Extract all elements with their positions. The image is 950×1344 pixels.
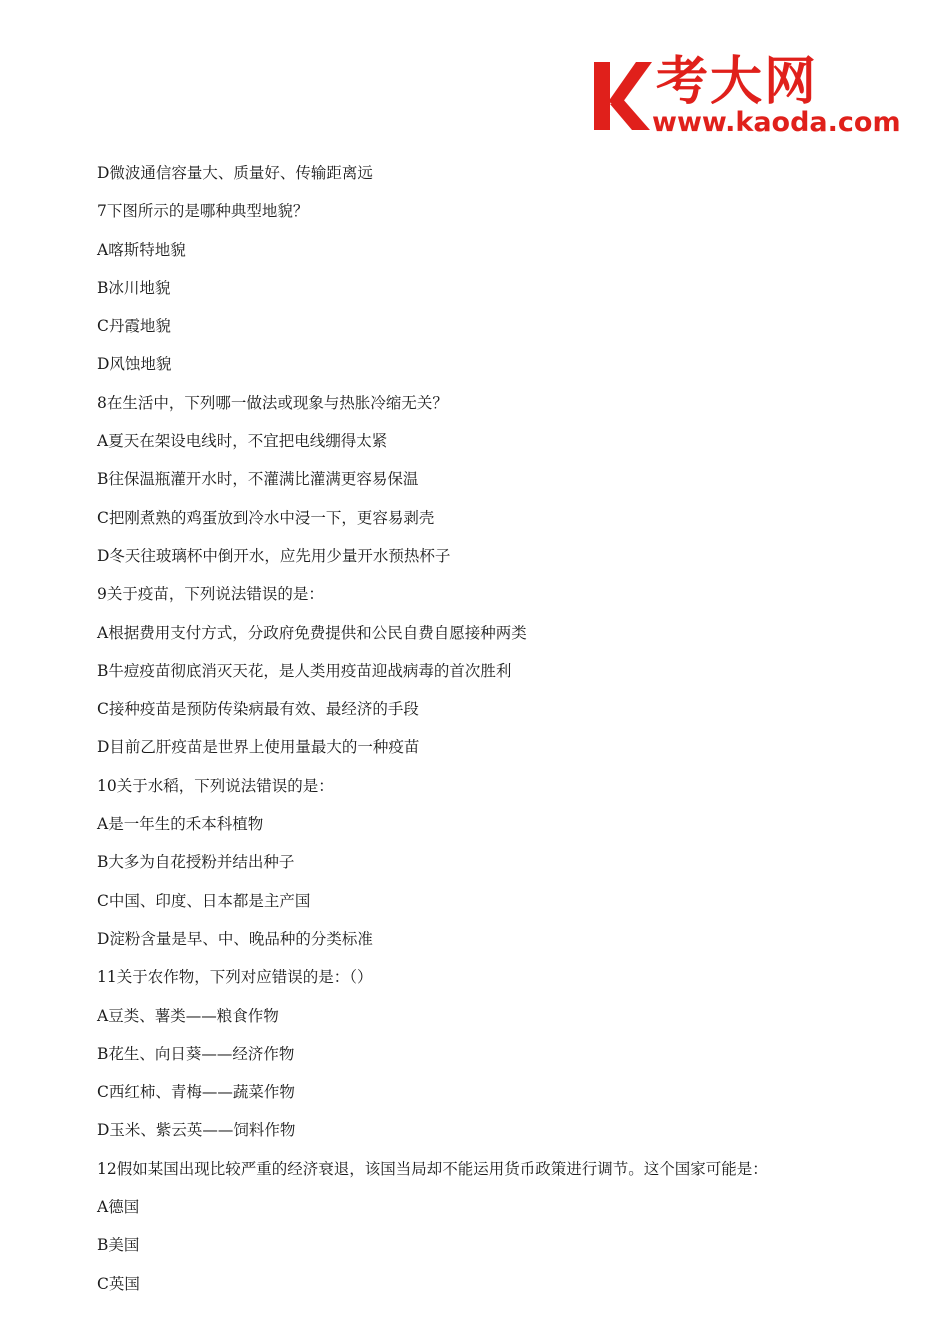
option-line: A是一年生的禾本科植物 [97, 815, 264, 834]
option-line: B冰川地貌 [97, 278, 171, 297]
logo-title: 考大网 [656, 52, 819, 112]
option-line: D玉米、紫云英——饲料作物 [97, 1121, 296, 1140]
option-line: B美国 [97, 1236, 140, 1255]
question-line: 7下图所示的是哪种典型地貌？ [97, 202, 309, 221]
question-line: 11关于农作物，下列对应错误的是：（） [97, 968, 373, 987]
option-line: D冬天往玻璃杯中倒开水，应先用少量开水预热杯子 [97, 546, 451, 565]
question-line: 9关于疫苗，下列说法错误的是： [97, 585, 324, 604]
option-line: B大多为自花授粉并结出种子 [97, 853, 295, 872]
option-line: A豆类、薯类——粮食作物 [97, 1006, 279, 1025]
option-line: B牛痘疫苗彻底消灭天花，是人类用疫苗迎战病毒的首次胜利 [97, 661, 512, 680]
question-line: 8在生活中，下列哪一做法或现象与热胀冷缩无关？ [97, 393, 448, 412]
option-line: C把刚煮熟的鸡蛋放到冷水中浸一下，更容易剥壳 [97, 508, 435, 527]
option-line: B花生、向日葵——经济作物 [97, 1044, 295, 1063]
option-line: C英国 [97, 1274, 140, 1293]
option-line: D微波通信容量大、质量好、传输距离远 [97, 164, 373, 182]
question-line: 10关于水稻，下列说法错误的是： [97, 776, 334, 795]
logo-url: www.kaoda.com [652, 107, 901, 138]
option-line: A德国 [97, 1198, 140, 1217]
option-line: C丹霞地貌 [97, 317, 171, 336]
option-line: C中国、印度、日本都是主产国 [97, 891, 311, 910]
option-line: D目前乙肝疫苗是世界上使用量最大的一种疫苗 [97, 738, 420, 757]
option-line: C西红柿、青梅——蔬菜作物 [97, 1083, 295, 1102]
option-line: B往保温瓶灌开水时，不灌满比灌满更容易保温 [97, 470, 419, 489]
k-logo-icon [590, 58, 652, 134]
option-line: D淀粉含量是早、中、晚品种的分类标准 [97, 929, 373, 948]
option-line: A夏天在架设电线时，不宜把电线绷得太紧 [97, 432, 388, 451]
option-line: A根据费用支付方式，分政府免费提供和公民自费自愿接种两类 [97, 623, 527, 642]
question-list [97, 160, 768, 1309]
option-line: A喀斯特地貌 [97, 240, 186, 259]
question-line: 12假如某国出现比较严重的经济衰退，该国当局却不能运用货币政策进行调节。这个国家可能是： [97, 1159, 768, 1178]
option-line: D风蚀地貌 [97, 355, 172, 374]
kaoda-logo [590, 52, 910, 140]
option-line: C接种疫苗是预防传染病最有效、最经济的手段 [97, 700, 419, 719]
